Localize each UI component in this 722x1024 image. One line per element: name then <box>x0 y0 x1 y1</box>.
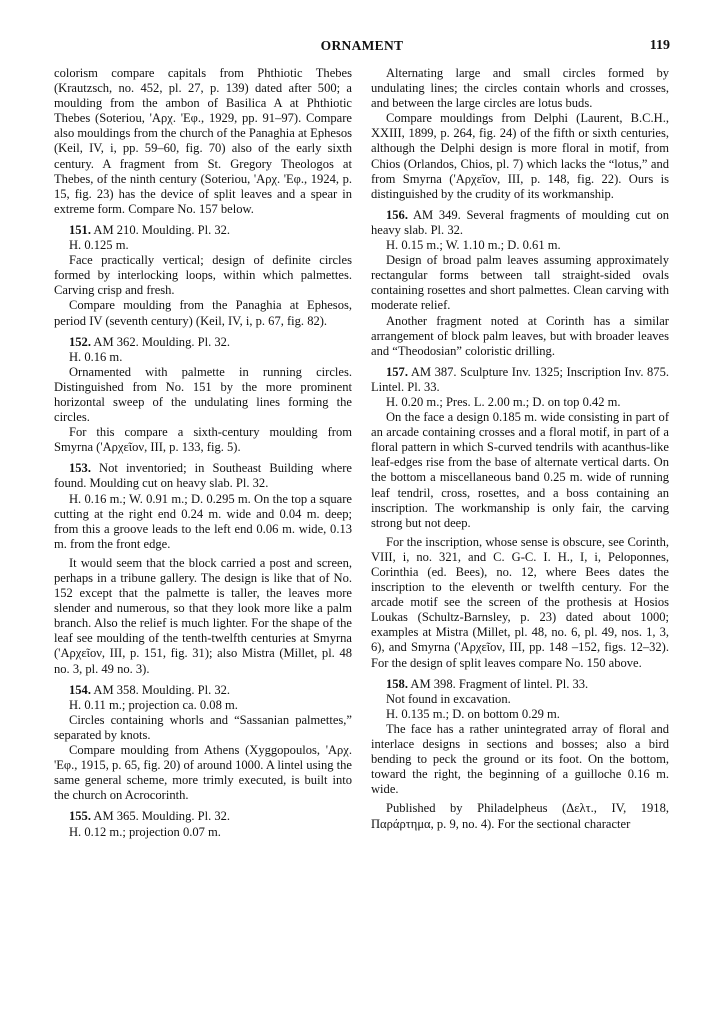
dimensions: H. 0.16 m. <box>69 349 123 364</box>
paragraph: For the inscription, whose sense is obscure, see Corinth, VIII, i, no. 321, and C. G-C. I. H., I, i, Peloponnes, Corinthia (ed. Bees), no. 12, where Bees dates the inscription to the eleventh or twelfth century. For the arcade motif see the screen of the prothesis at Hosios Loukas (Schultz-Barnsley, p. 23) dated about 1000; examples at Mistra (Millet, pl. 48, no. 6, pl. 49, nos. 1, 3, 6), and Smyrna ('Αρχεῖον, III, pp. 148 –152, figs. 12–32). For the design of split leaves compare No. 150 above. <box>371 534 669 670</box>
dimensions: H. 0.12 m.; projection 0.07 m. <box>69 824 221 839</box>
catalogue-entry-heading: 157. AM 387. Sculpture Inv. 1325; Inscription Inv. 875. Lintel. Pl. 33. <box>371 364 669 394</box>
paragraph: Compare moulding from the Panaghia at Ephesos, period IV (seventh century) (Keil, IV, i, p. 67, fig. 82). <box>54 298 352 328</box>
paragraph: Design of broad palm leaves assuming approximately rectangular forms between tall straight-sided ovals containing rosettes and short palmettes. Clean carving with moderate relief. <box>371 253 669 313</box>
running-title: ORNAMENT <box>320 38 404 53</box>
paragraph: Published by Philadelpheus (Δελτ., IV, 1918, Παράρτημα, p. 9, no. 4). For the sectional character <box>371 801 669 831</box>
page-number: 119 <box>649 38 670 53</box>
dimensions: H. 0.125 m. <box>69 238 129 253</box>
paragraph: Compare moulding from Athens (Xyggopoulos, 'Αρχ. 'Εφ., 1915, p. 65, fig. 20) of around 1000. A lintel using the same general scheme, more trimly executed, is built into the church on Acrocorinth. <box>54 743 352 803</box>
paragraph: Alternating large and small circles formed by undulating lines; the circles contain whorls and crosses, and between the large circles are lotus buds. <box>371 66 669 111</box>
paragraph: It would seem that the block carried a post and screen, perhaps in a tribune gallery. The design is like that of No. 152 except that the palmette is taller, the leaves more slender and numerous, so that they look more like a palm branch. Also the relief is much lighter. For the shape of the leaf see moulding of the tenth-twelfth centuries at Smyrna ('Αρχεῖον, III, p. 151, fig. 31); also Mistra (Millet, pl. 48 no. 3, pl. 49 no. 3). <box>54 555 352 676</box>
left-column <box>54 66 352 840</box>
paragraph: Ornamented with palmette in running circles. Distinguished from No. 151 by the more prominent horizontal sweep of the undulating lines forming the circles. <box>54 364 352 425</box>
catalogue-entry-heading: 155. AM 365. Moulding. Pl. 32. <box>69 809 231 824</box>
paragraph: On the face a design 0.185 m. wide consisting in part of an arcade containing crosses and a floral motif, in part of a floral pattern in which S-curved tendrils with acanthus-like leaf-edges rise from the base of alternate vertical darts. On the bottom a miscellaneous band 0.25 m. wide of running leaf tendril, cross, rosettes, and a boss containing an inscription. The workmanship is only fair, the carving strong but not deep. <box>371 410 669 530</box>
paragraph: Another fragment noted at Corinth has a similar arrangement of block palm leaves, but with broader leaves and “Theodosian” coloristic drilling. <box>371 313 669 358</box>
dimensions: H. 0.15 m.; W. 1.10 m.; D. 0.61 m. <box>386 238 561 253</box>
catalogue-entry-heading: 156. AM 349. Several fragments of moulding cut on heavy slab. Pl. 32. <box>371 207 669 237</box>
catalogue-entry-heading: 154. AM 358. Moulding. Pl. 32. <box>69 682 231 697</box>
paragraph: Compare mouldings from Delphi (Laurent, B.C.H., XXIII, 1899, p. 264, fig. 24) of the fifth or sixth centuries, although the Delphi design is more floral in motif, from Chios (Orlandos, Chios, pl. 7) which lacks the “lotus,” and from Smyrna ('Αρχεῖον, III, p. 148, fig. 22). Ours is distinguished by the crudity of its workmanship. <box>371 111 669 201</box>
paragraph: For this compare a sixth-century moulding from Smyrna ('Αρχεῖον, III, p. 133, fig. 5). <box>54 425 352 455</box>
dimensions: H. 0.16 m.; W. 0.91 m.; D. 0.295 m. On the top a square cutting at the right end 0.24 m. wide and 0.04 m. deep; from this a groove leads to the left end 0.06 m. wide, 0.13 m. from the front edge. <box>54 491 352 551</box>
catalogue-entry-heading: 158. AM 398. Fragment of lintel. Pl. 33. <box>386 676 589 691</box>
paragraph: Not found in excavation. <box>386 691 511 706</box>
paragraph: colorism compare capitals from Phthiotic Thebes (Krautzsch, no. 452, pl. 27, p. 139) dated after 500; a moulding from the ambon of Basilica A at Phthiotic Thebes (Soteriou, 'Αρχ. 'Εφ., 1929, pp. 91–97). Compare also mouldings from the church of the Panaghia at Ephesos (Keil, IV, i, pp. 59–60, fig. 70) also of the early sixth century. A fragment from St. Gregory Theologos at Thebes, of the ninth century (Soteriou, 'Αρχ. 'Εφ., 1924, p. 15, fig. 23) has the device of split leaves and a spear in extreme form. Compare No. 157 below. <box>54 66 352 216</box>
dimensions: H. 0.135 m.; D. on bottom 0.29 m. <box>386 706 560 721</box>
catalogue-entry-heading: 153. Not inventoried; in Southeast Building where found. Moulding cut on heavy slab. Pl. 32. <box>54 461 352 491</box>
right-column <box>371 66 669 832</box>
paragraph: Face practically vertical; design of definite circles formed by interlocking loops, within which palmettes. Carving crisp and fresh. <box>54 253 352 298</box>
catalogue-entry-heading: 152. AM 362. Moulding. Pl. 32. <box>69 334 231 349</box>
dimensions: H. 0.11 m.; projection ca. 0.08 m. <box>69 697 238 712</box>
running-head <box>54 38 670 58</box>
paragraph: The face has a rather unintegrated array of floral and interlace designs in sections and bosses; also a bird bending to peck the ground or its foot. On the bottom, toward the right, the beginning of a guilloche 0.16 m. wide. <box>371 721 669 797</box>
paragraph: Circles containing whorls and “Sassanian palmettes,” separated by knots. <box>54 712 352 742</box>
dimensions: H. 0.20 m.; Pres. L. 2.00 m.; D. on top 0.42 m. <box>386 394 621 409</box>
catalogue-entry-heading: 151. AM 210. Moulding. Pl. 32. <box>69 222 231 237</box>
